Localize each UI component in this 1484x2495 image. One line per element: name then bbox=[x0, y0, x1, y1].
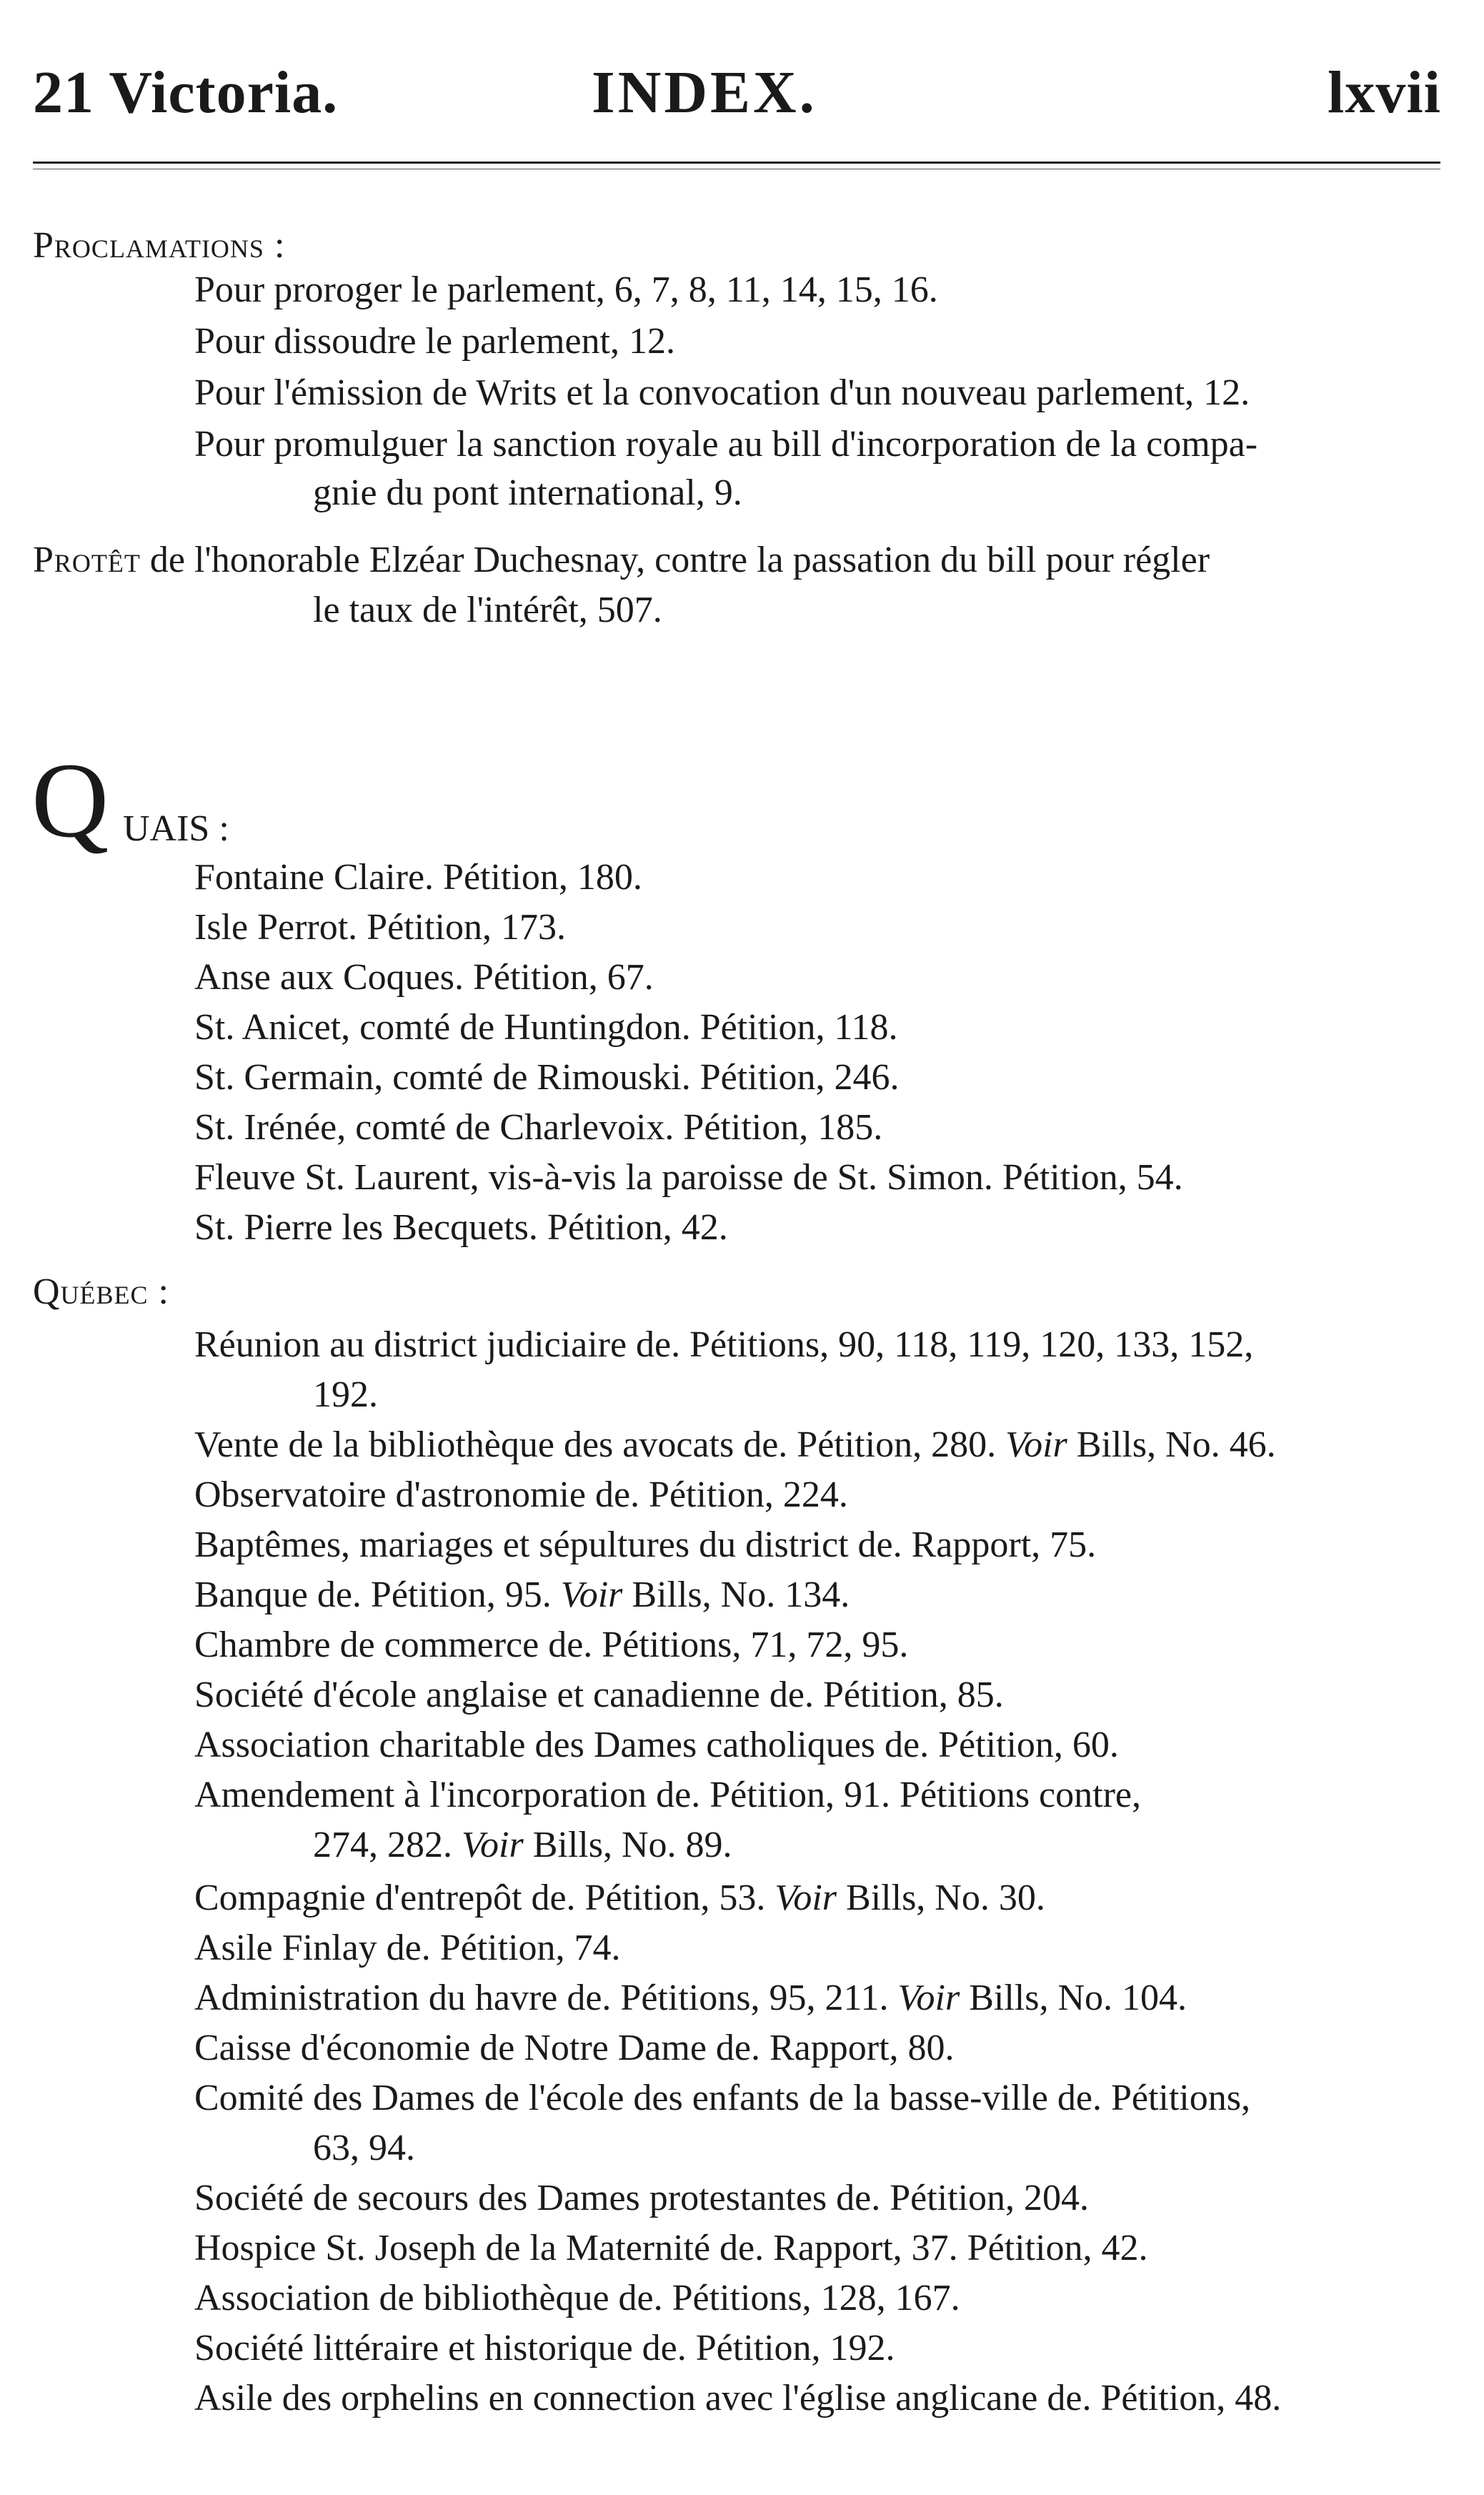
entry-text: Administration du havre de. Pétitions, 95, 211. bbox=[194, 1978, 898, 2018]
index-entry bbox=[194, 1875, 1045, 1921]
protet-text: de l'honorable Elzéar Duchesnay, contre la passation du bill pour régler bbox=[140, 540, 1210, 580]
index-entry: Association de bibliothèque de. Pétitions, 128, 167. bbox=[194, 2278, 960, 2318]
index-entry: Société de secours des Dames protestantes de. Pétition, 204. bbox=[194, 2178, 1090, 2218]
page-number: lxvii bbox=[1327, 59, 1441, 126]
index-entry-continuation: le taux de l'intérêt, 507. bbox=[313, 590, 662, 630]
index-entry: Association charitable des Dames catholiques de. Pétition, 60. bbox=[194, 1725, 1119, 1765]
index-entry bbox=[194, 1975, 1187, 2021]
running-head-title: INDEX. bbox=[592, 59, 817, 126]
heading-protet: Protêt bbox=[33, 540, 141, 580]
entry-protet bbox=[33, 537, 1210, 583]
entry-ref: Bills, No. 134. bbox=[622, 1574, 850, 1615]
index-entry: Caisse d'économie de Notre Dame de. Rapport, 80. bbox=[194, 2028, 955, 2068]
index-entry: Fleuve St. Laurent, vis-à-vis la paroisse de St. Simon. Pétition, 54. bbox=[194, 1157, 1183, 1198]
index-entry: Anse aux Coques. Pétition, 67. bbox=[194, 957, 654, 998]
entry-ref: Bills, No. 104. bbox=[960, 1978, 1187, 2018]
index-entry: Asile des orphelins en connection avec l'église anglicane de. Pétition, 48. bbox=[194, 2378, 1282, 2419]
index-entry: Chambre de commerce de. Pétitions, 71, 72, 95. bbox=[194, 1625, 909, 1665]
index-entry: Pour dissoudre le parlement, 12. bbox=[194, 321, 675, 362]
index-entry: St. Pierre les Becquets. Pétition, 42. bbox=[194, 1207, 728, 1248]
entry-text: Vente de la bibliothèque des avocats de. Pétition, 280. bbox=[194, 1424, 1006, 1465]
index-entry: Pour promulguer la sanction royale au bill d'incorporation de la compa- bbox=[194, 424, 1258, 465]
index-entry: Asile Finlay de. Pétition, 74. bbox=[194, 1928, 621, 1968]
entry-ref: Bills, No. 89. bbox=[523, 1825, 732, 1865]
index-entry: Société d'école anglaise et canadienne de. Pétition, 85. bbox=[194, 1675, 1004, 1715]
index-entry: Pour l'émission de Writs et la convocation d'un nouveau parlement, 12. bbox=[194, 372, 1250, 413]
entry-text: 274, 282. bbox=[313, 1825, 462, 1865]
voir-ref: Voir bbox=[1005, 1424, 1067, 1465]
index-entry: Amendement à l'incorporation de. Pétition, 91. Pétitions contre, bbox=[194, 1775, 1141, 1815]
entry-ref: Bills, No. 30. bbox=[837, 1878, 1045, 1918]
index-entry: St. Germain, comté de Rimouski. Pétition, 246. bbox=[194, 1057, 900, 1098]
voir-ref: Voir bbox=[775, 1878, 837, 1918]
index-entry: Baptêmes, mariages et sépultures du district de. Rapport, 75. bbox=[194, 1524, 1097, 1565]
voir-ref: Voir bbox=[462, 1825, 524, 1865]
index-entry: Fontaine Claire. Pétition, 180. bbox=[194, 857, 642, 898]
index-entry: St. Irénée, comté de Charlevoix. Pétition, 185. bbox=[194, 1107, 883, 1148]
index-entry: Observatoire d'astronomie de. Pétition, 224. bbox=[194, 1474, 848, 1515]
index-entry-continuation bbox=[313, 1822, 732, 1868]
index-entry: Comité des Dames de l'école des enfants de la basse-ville de. Pétitions, bbox=[194, 2078, 1250, 2118]
running-head-session: 21 Victoria. bbox=[33, 59, 339, 126]
index-entry-continuation: 63, 94. bbox=[313, 2128, 415, 2168]
index-entry: Hospice St. Joseph de la Maternité de. Rapport, 37. Pétition, 42. bbox=[194, 2228, 1148, 2268]
index-entry: St. Anicet, comté de Huntingdon. Pétition, 118. bbox=[194, 1007, 898, 1048]
index-entry: Pour proroger le parlement, 6, 7, 8, 11, 14, 15, 16. bbox=[194, 269, 938, 310]
index-entry: Société littéraire et historique de. Pétition, 192. bbox=[194, 2328, 895, 2368]
index-entry bbox=[194, 1572, 850, 1618]
index-entry-continuation: 192. bbox=[313, 1374, 378, 1415]
heading-quais: UAIS : bbox=[123, 808, 229, 849]
drop-cap-q: Q bbox=[31, 741, 109, 860]
entry-ref: Bills, No. 46. bbox=[1067, 1424, 1276, 1465]
index-entry: Réunion au district judiciaire de. Pétitions, 90, 118, 119, 120, 133, 152, bbox=[194, 1324, 1254, 1365]
index-entry: Isle Perrot. Pétition, 173. bbox=[194, 907, 566, 948]
header-rule bbox=[33, 162, 1440, 164]
heading-quebec: Québec : bbox=[33, 1271, 170, 1312]
index-entry-continuation: gnie du pont international, 9. bbox=[313, 472, 742, 513]
entry-text: Banque de. Pétition, 95. bbox=[194, 1574, 561, 1615]
voir-ref: Voir bbox=[560, 1574, 623, 1615]
voir-ref: Voir bbox=[897, 1978, 960, 2018]
heading-proclamations: Proclamations : bbox=[33, 225, 286, 266]
index-entry bbox=[194, 1422, 1276, 1468]
entry-text: Compagnie d'entrepôt de. Pétition, 53. bbox=[194, 1878, 775, 1918]
